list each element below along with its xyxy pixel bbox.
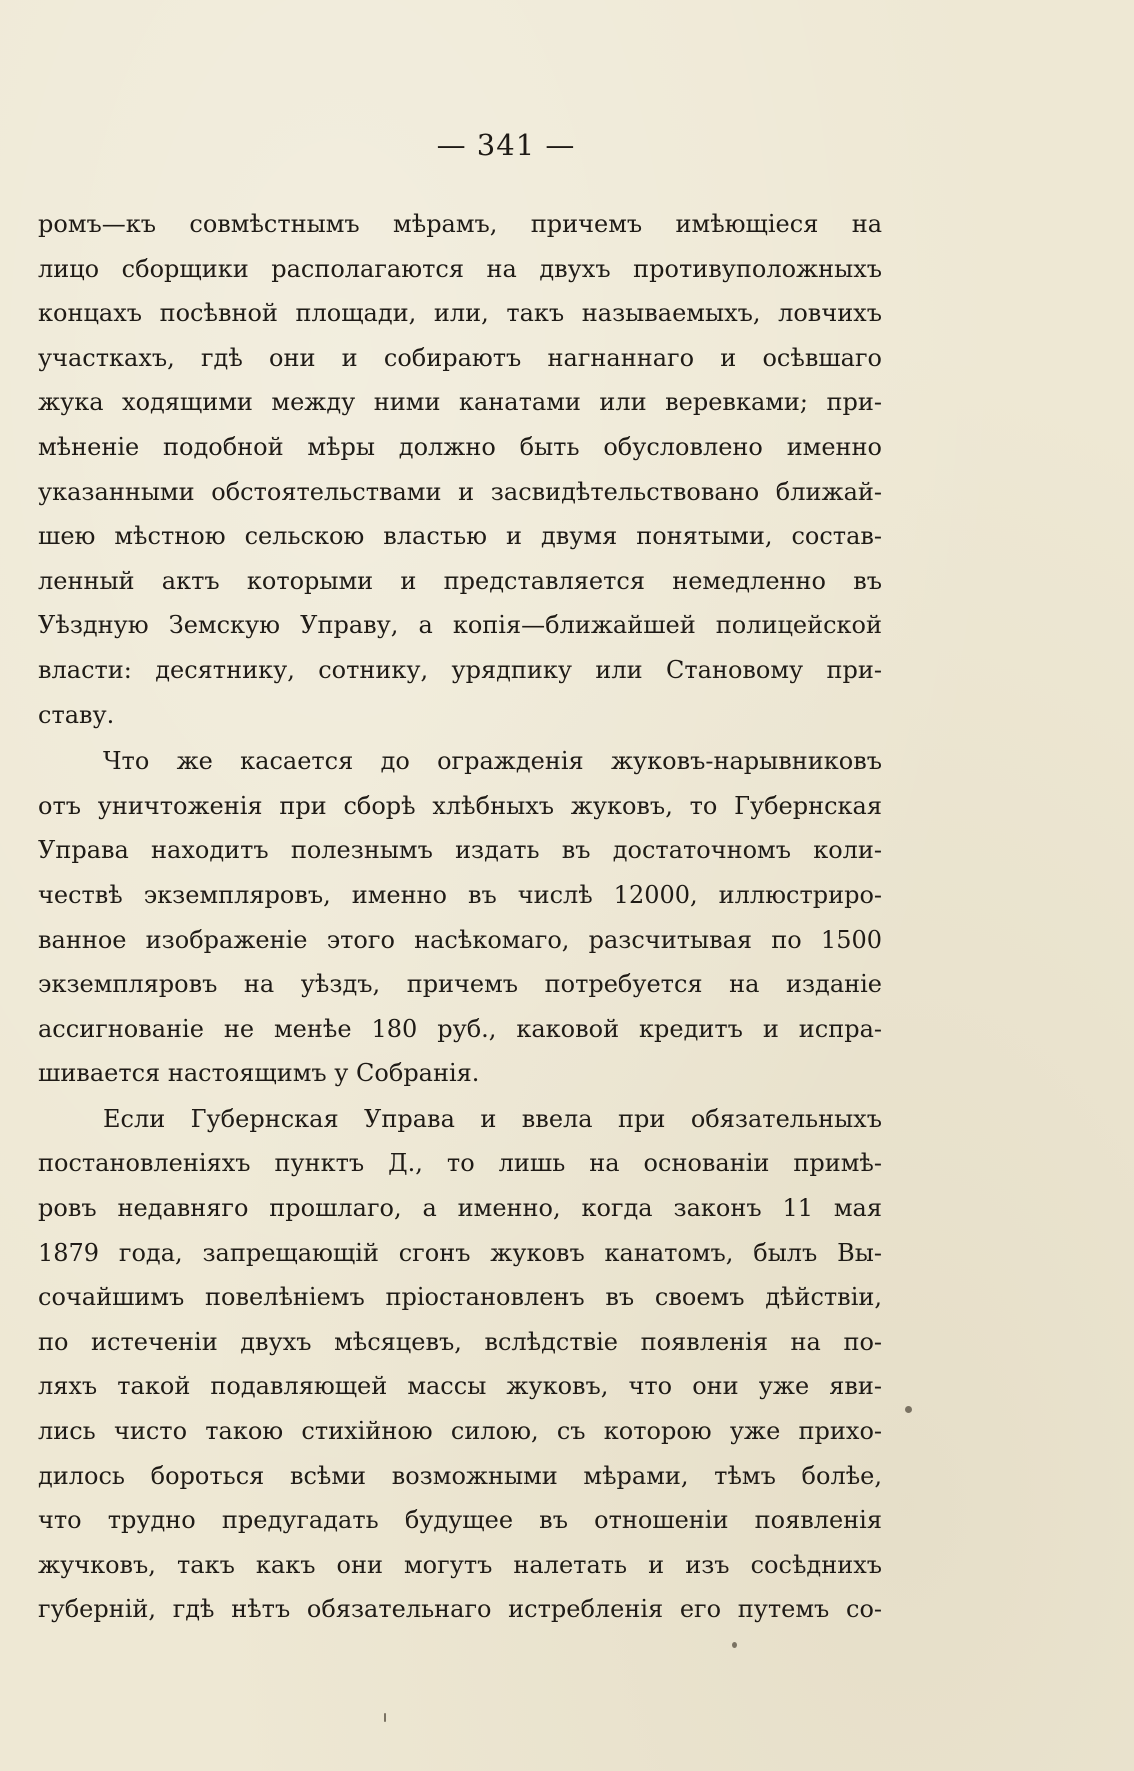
ink-speck (732, 1642, 737, 1648)
text-line: лицо сборщики располагаются на двухъ противуположныхъ (38, 254, 882, 283)
text-line: шею мѣстною сельскою властью и двумя понятыми, состав- (38, 522, 882, 551)
ink-speck (384, 1713, 386, 1722)
text-line: ровъ недавняго прошлаго, а именно, когда законъ 11 мая (38, 1194, 882, 1223)
text-line: что трудно предугадать будущее въ отношеніи появленія (38, 1506, 882, 1535)
paragraph-3 (38, 1097, 882, 1632)
text-line: участкахъ, гдѣ они и собираютъ нагнаннаго и осѣвшаго (38, 343, 882, 372)
text-line: жучковъ, такъ какъ они могутъ налетать и изъ сосѣднихъ (38, 1550, 882, 1579)
text-line: Уѣздную Земскую Управу, а копія—ближайшей полицейской (38, 611, 882, 640)
text-line: ляхъ такой подавляющей массы жуковъ, что они уже яви- (38, 1372, 882, 1401)
text-line: губерній, гдѣ нѣтъ обязательнаго истребленія его путемъ со- (38, 1595, 882, 1624)
text-line: чествѣ экземпляровъ, именно въ числѣ 12000, иллюстриро- (38, 880, 882, 909)
text-line: указанными обстоятельствами и засвидѣтельствовано ближай- (38, 477, 882, 506)
text-line: экземпляровъ на уѣздъ, причемъ потребуется на изданіе (38, 970, 882, 999)
page-number: — 341 — (436, 128, 576, 162)
text-line: мѣненіе подобной мѣры должно быть обусловлено именно (38, 432, 882, 461)
text-line: дилось бороться всѣми возможными мѣрами, тѣмъ болѣе, (38, 1461, 882, 1490)
text-line: ромъ—къ совмѣстнымъ мѣрамъ, причемъ имѣющіеся на (38, 210, 882, 238)
text-line: ставу. (38, 700, 115, 729)
text-line: отъ уничтоженія при сборѣ хлѣбныхъ жуковъ, то Губернская (38, 791, 882, 820)
text-line: постановленіяхъ пунктъ Д., то лишь на основаніи примѣ- (38, 1149, 882, 1178)
text-line: ванное изображеніе этого насѣкомаго, разсчитывая по 1500 (38, 925, 882, 954)
text-line: ассигнованіе не менѣе 180 руб., каковой кредитъ и испра- (38, 1014, 882, 1043)
paragraph-2 (38, 739, 882, 1096)
text-line: Что же касается до огражденія жуковъ-нарывниковъ (103, 747, 882, 776)
text-line: сочайшимъ повелѣніемъ пріостановленъ въ своемъ дѣйствіи, (38, 1283, 882, 1312)
ink-speck (905, 1406, 912, 1413)
paragraph-1 (38, 202, 882, 737)
text-line: концахъ посѣвной площади, или, такъ называемыхъ, ловчихъ (38, 299, 882, 328)
text-line: лись чисто такою стихійною силою, съ которою уже прихо- (38, 1417, 882, 1446)
text-line: по истеченіи двухъ мѣсяцевъ, вслѣдствіе появленія на по- (38, 1327, 882, 1356)
text-line: 1879 года, запрещающій сгонъ жуковъ канатомъ, былъ Вы- (38, 1238, 882, 1267)
text-line: власти: десятнику, сотнику, урядпику или Становому при- (38, 655, 882, 684)
text-line: Если Губернская Управа и ввела при обязательныхъ (103, 1104, 882, 1133)
text-line: жука ходящими между ними канатами или веревками; при- (38, 388, 882, 417)
text-line: Управа находитъ полезнымъ издать въ достаточномъ коли- (38, 836, 882, 865)
text-line: ленный актъ которыми и представляется немедленно въ (38, 566, 882, 595)
body-text (38, 202, 882, 1632)
text-line: шивается настоящимъ у Собранія. (38, 1059, 480, 1088)
